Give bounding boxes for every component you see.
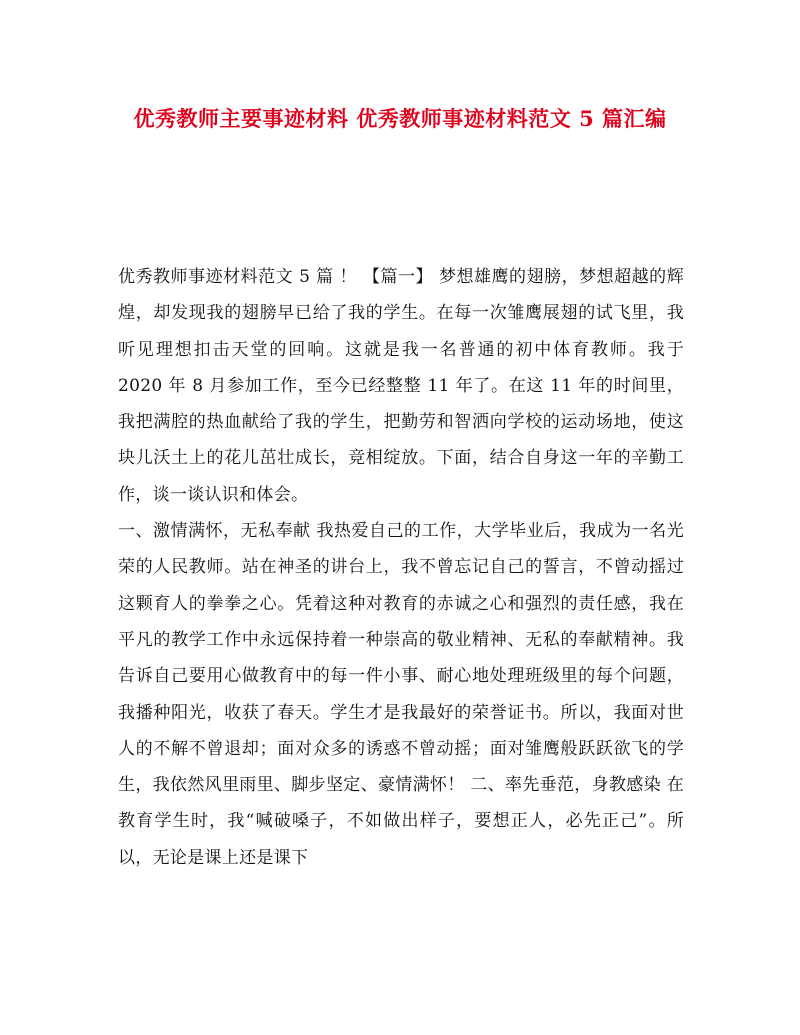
paragraph-intro: 优秀教师事迹材料范文 5 篇 ！ 【篇一】 梦想雄鹰的翅膀，梦想超越的辉煌，却发现我的翅膀早已给了我的学生。在每一次雏鹰展翅的试飞里，我听见理想扣击天堂的回响。这就是我一名普通的初中体育教师。我于 2020 年 8 月参加工作，至今已经整整 11 年了。在这 11 年的时间里，我把满腔的热血献给了我的学生，把勤劳和智洒向学校的运动场地，使这块儿沃土上的花儿茁壮成长，竞相绽放。下面，结合自身这一年的辛勤工作，谈一谈认识和体会。	[118, 267, 684, 505]
paragraph-section-one: 一、激情满怀，无私奉献 我热爱自己的工作，大学毕业后，我成为一名光荣的人民教师。站在神圣的讲台上，我不曾忘记自己的誓言，不曾动摇过这颗育人的拳拳之心。凭着这种对教育的赤诚之心和强烈的责任感，我在平凡的教学工作中永远保持着一种崇高的敬业精神、无私的奉献精神。我告诉自己要用心做教育中的每一件小事、耐心地处理班级里的每个问题，我播种阳光，收获了春天。学生才是我最好的荣誉证书。所以，我面对世人的不解不曾退却；面对众多的诱惑不曾动摇；面对雏鹰般跃跃欲飞的学生，我依然风里雨里、脚步坚定、豪情满怀！ 二、率先垂范，身教感染 在教育学生时，我“喊破嗓子，不如做出样子，要想正人，必先正己”。所以，无论是课上还是课下	[118, 521, 684, 868]
document-title: 优秀教师主要事迹材料 优秀教师事迹材料范文 5 篇汇编	[133, 106, 667, 131]
document-body	[118, 259, 684, 876]
